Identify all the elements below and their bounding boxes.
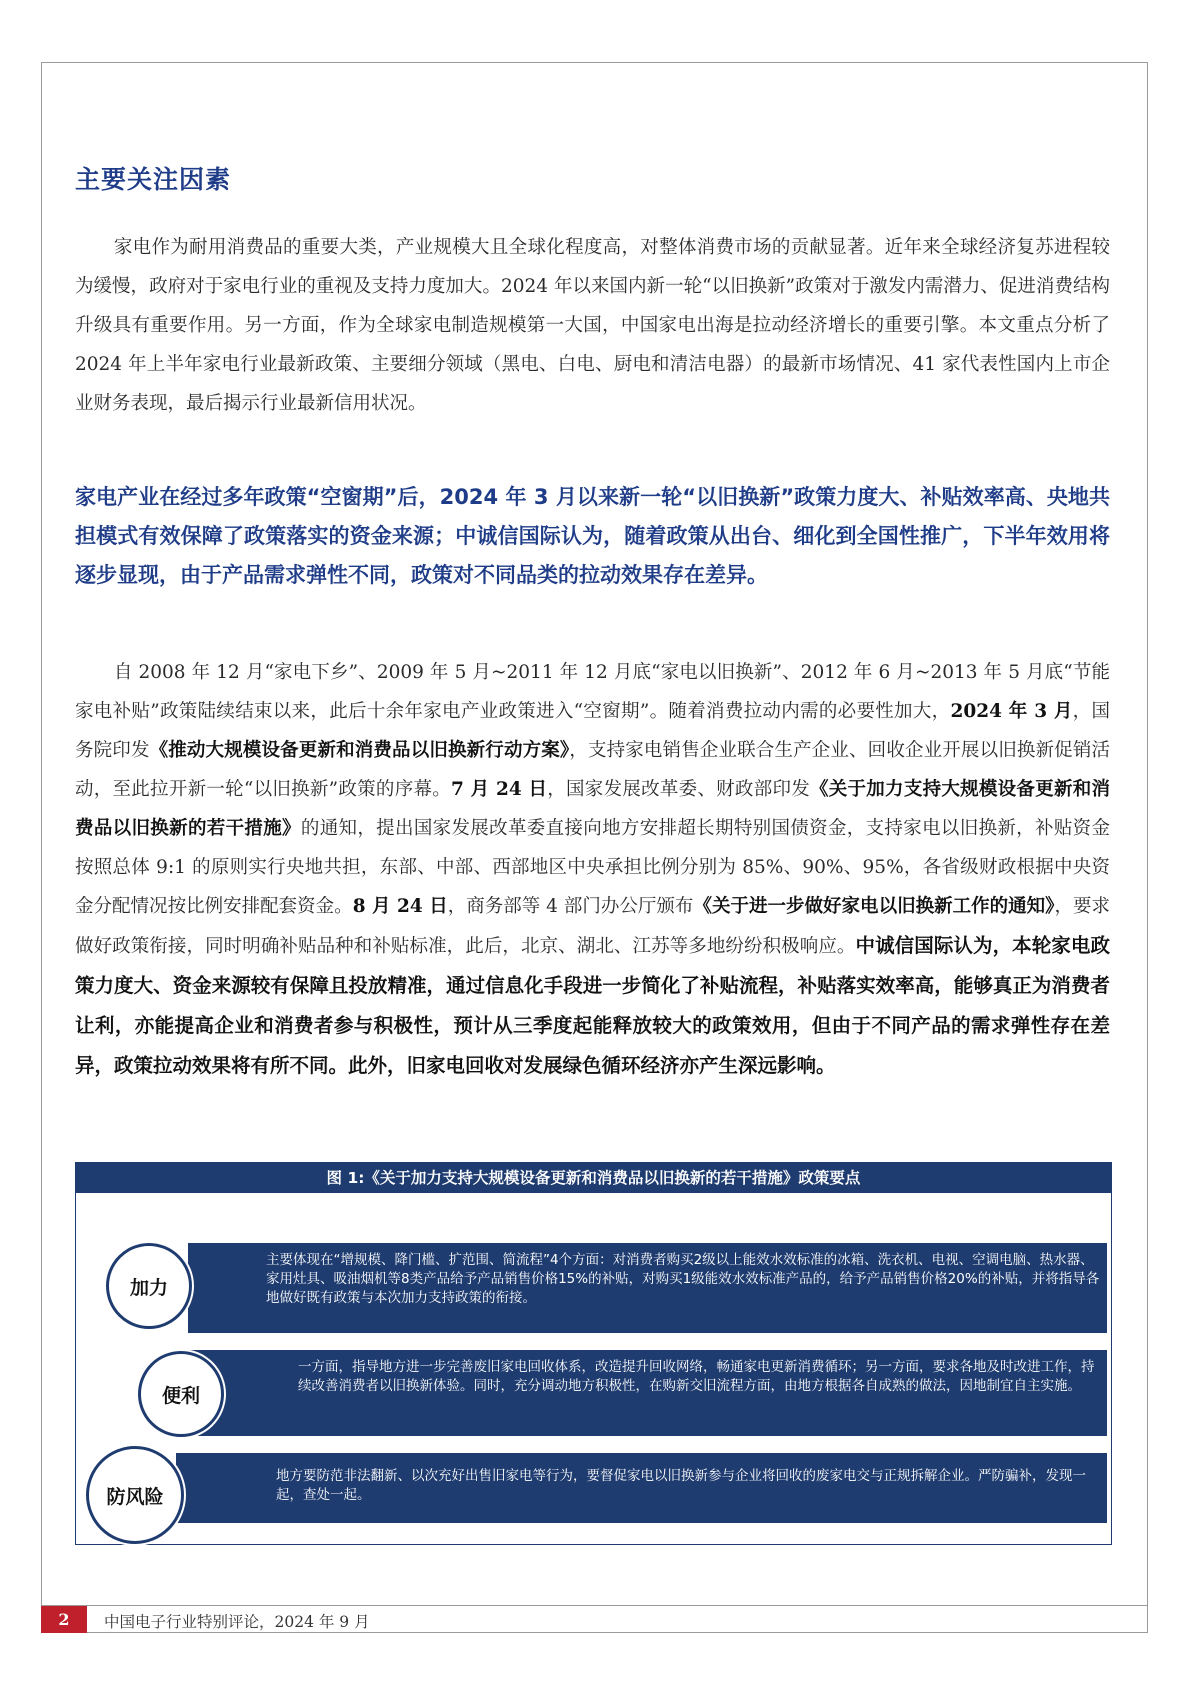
doc-title-2: 《关于加力支持大规模设备更新和消费品以旧换新的若干措施》 <box>75 779 1110 839</box>
policy-point-text: 一方面，指导地方进一步完善废旧家电回收体系，改造提升回收网络，畅通家电更新消费循环；另一方面，要求各地及时改进工作，持续改善消费者以旧换新体验。同时，充分调动地方积极性，在购新交旧流程方面，由地方根据各自成熟的做法，因地制宜自主实施。 <box>188 1350 1107 1436</box>
footer-text: 中国电子行业特别评论，2024 年 9 月 <box>104 1613 370 1631</box>
date-march: 2024 年 3 月 <box>950 701 1073 722</box>
page-number: 2 <box>41 1606 87 1633</box>
policy-text-4: ，国家发展改革委、财政部印发 <box>547 779 810 800</box>
policy-text-3: ，支持家电销售企业联合生产企业、回收企业开展以旧换新促销活动，至此拉开新一轮“以旧换新”政策的序幕。 <box>75 740 1110 800</box>
doc-title-3: 《关于进一步做好家电以旧换新工作的通知》 <box>693 896 1055 917</box>
policy-point-text: 主要体现在“增规模、降门槛、扩范围、简流程”4个方面：对消费者购买2级以上能效水效标准的冰箱、洗衣机、电视、空调电脑、热水器、家用灶具、吸油烟机等8类产品给予产品销售价格15%的补贴，对购买1级能效水效标准产品的，给予产品销售价格20%的补贴，并将指导各地做好既有政策与本次加力支持政策的衔接。 <box>188 1243 1107 1333</box>
policy-text-7: ，要求做好政策衔接，同时明确补贴品种和补贴标准，此后，北京、湖北、江苏等多地纷纷积极响应。 <box>75 896 1110 957</box>
policy-point-label: 加力 <box>106 1243 192 1329</box>
policy-text-5: 的通知，提出国家发展改革委直接向地方安排超长期特别国债资金，支持家电以旧换新，补贴资金按照总体 9:1 的原则实行央地共担，东部、中部、西部地区中央承担比例分别为 85%、90%、95%，各省级财政根据中央资金分配情况按比例安排配套资金。 <box>75 818 1110 917</box>
doc-title-1: 《推动大规模设备更新和消费品以旧换新行动方案》 <box>149 740 570 761</box>
policy-point-label: 防风险 <box>86 1446 184 1544</box>
figure-title: 图 1:《关于加力支持大规模设备更新和消费品以旧换新的若干措施》政策要点 <box>76 1163 1111 1193</box>
conclusion-text: 中诚信国际认为，本轮家电政策力度大、资金来源较有保障且投放精准，通过信息化手段进一步简化了补贴流程，补贴落实效率高，能够真正为消费者让利，亦能提高企业和消费者参与积极性，预计从三季度起能释放较大的政策效用，但由于不同产品的需求弹性存在差异，政策拉动效果将有所不同。此外，旧家电回收对发展绿色循环经济亦产生深远影响。 <box>75 934 1110 1077</box>
policy-point-text: 地方要防范非法翻新、以次充好出售旧家电等行为，要督促家电以旧换新参与企业将回收的废家电交与正规拆解企业。严防骗补，发现一起，查处一起。 <box>176 1453 1107 1523</box>
policy-point-label: 便利 <box>138 1351 224 1437</box>
date-july: 7 月 24 日 <box>451 779 548 800</box>
policy-text-6: ，商务部等 4 部门办公厅颁布 <box>447 896 694 917</box>
policy-figure <box>75 1162 1112 1545</box>
date-august: 8 月 24 日 <box>352 896 448 917</box>
policy-text-2: ，国务院印发 <box>75 701 1110 761</box>
footer-divider <box>41 1605 1148 1606</box>
policy-paragraph <box>75 653 1110 1086</box>
section-heading: 主要关注因素 <box>75 165 232 194</box>
intro-paragraph: 家电作为耐用消费品的重要大类，产业规模大且全球化程度高，对整体消费市场的贡献显著。近年来全球经济复苏进程较为缓慢，政府对于家电行业的重视及支持力度加大。2024 年以来国内新一轮“以旧换新”政策对于激发内需潜力、促进消费结构升级具有重要作用。另一方面，作为全球家电制造规模第一大国，中国家电出海是拉动经济增长的重要引擎。本文重点分析了 2024 年上半年家电行业最新政策、主要细分领域（黑电、白电、厨电和清洁电器）的最新市场情况、41 家代表性国内上市企业财务表现，最后揭示行业最新信用状况。 <box>75 237 1110 414</box>
policy-text-1: 自 2008 年 12 月“家电下乡”、2009 年 5 月~2011 年 12 月底“家电以旧换新”、2012 年 6 月~2013 年 5 月底“节能家电补贴”政策陆续结束以来，此后十余年家电产业政策进入“空窗期”。随着消费拉动内需的必要性加大， <box>75 662 1110 722</box>
key-finding: 家电产业在经过多年政策“空窗期”后，2024 年 3 月以来新一轮“以旧换新”政策力度大、补贴效率高、央地共担模式有效保障了政策落实的资金来源；中诚信国际认为，随着政策从出台、细化到全国性推广，下半年效用将逐步显现，由于产品需求弹性不同，政策对不同品类的拉动效果存在差异。 <box>75 485 1110 587</box>
